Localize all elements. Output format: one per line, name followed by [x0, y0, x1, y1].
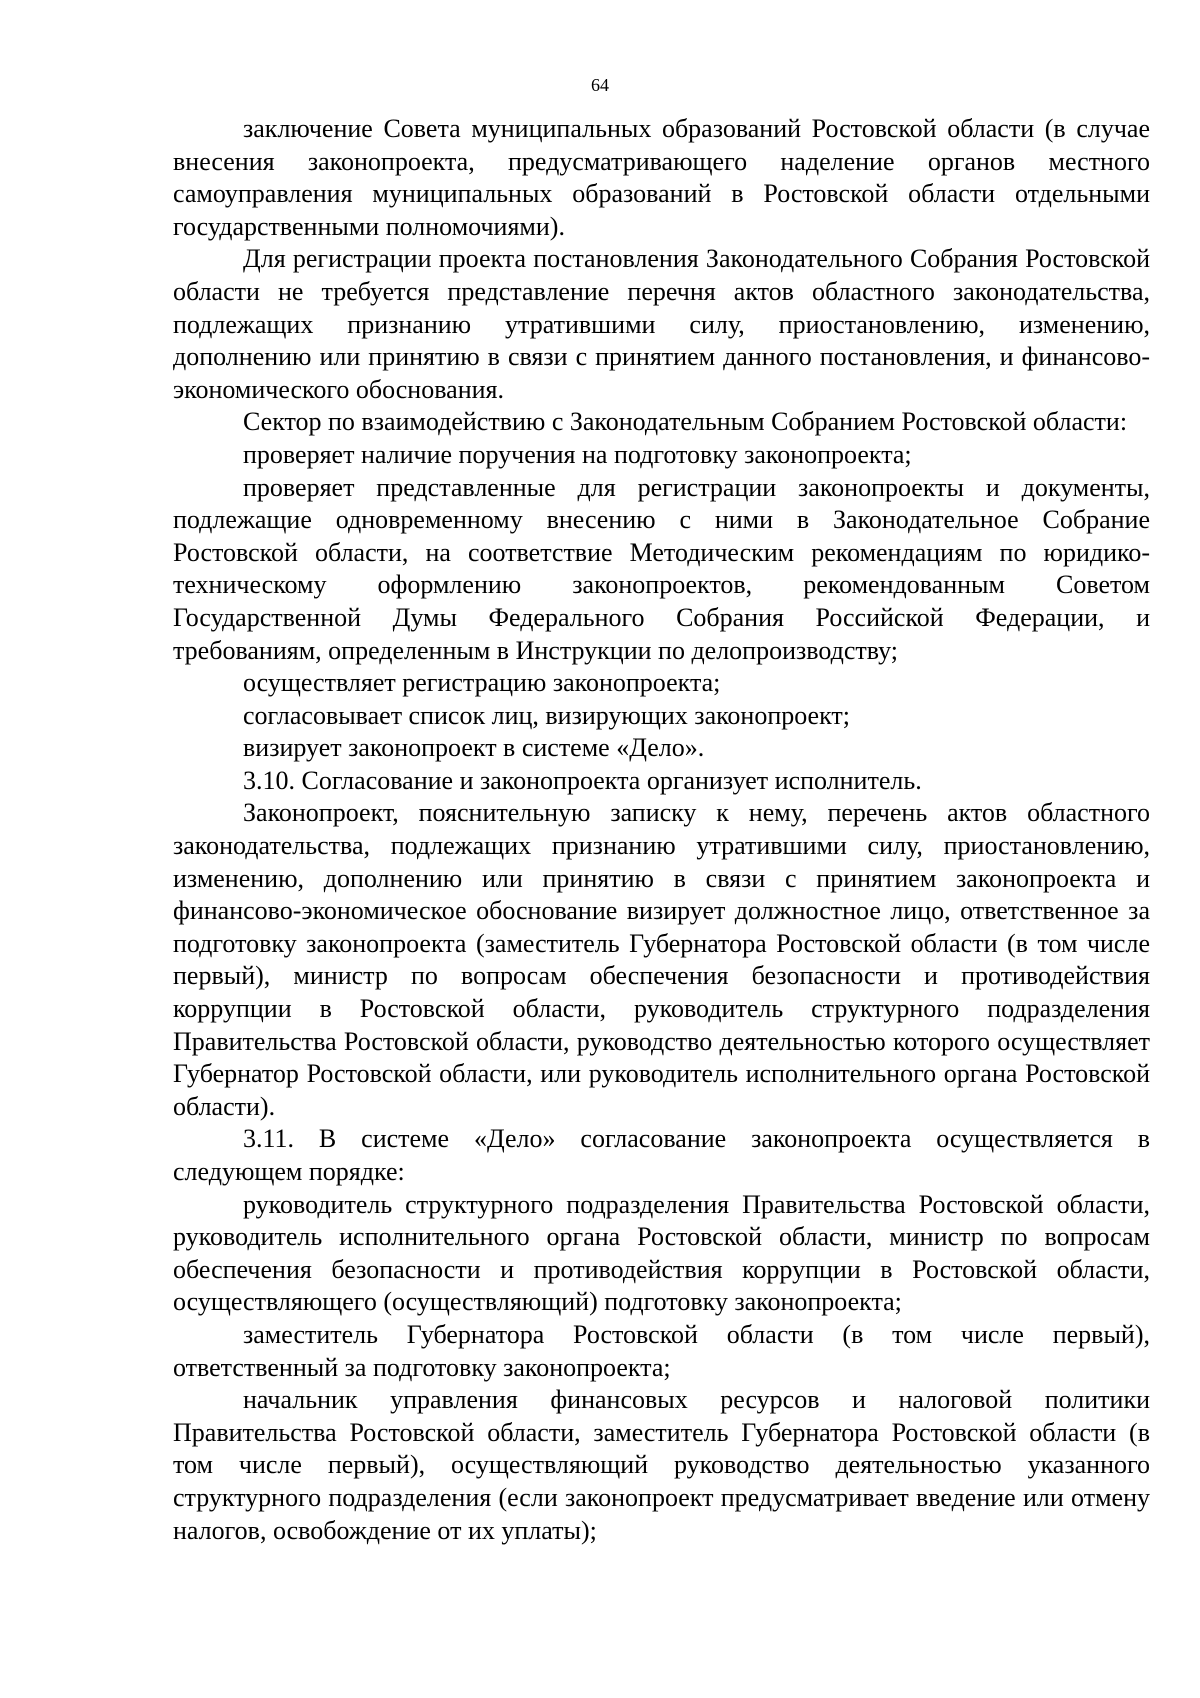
paragraph-check-documents: проверяет представленные для регистрации законопроекты и документы, подлежащие одновременному внесению с ними в Законодательное Собрание Ростовской области, на соответствие Методическим рекомендациям по юридико-техническому оформлению законопроектов, рекомендованным Советом Государственной Думы Федерального Собрания Российской Федерации, и требованиям, определенным в Инструкции по делопроизводству; — [173, 472, 1150, 665]
paragraph-section-3-10: 3.10. Согласование и законопроекта организует исполнитель. — [243, 765, 922, 795]
paragraph-registration: осуществляет регистрацию законопроекта; — [243, 668, 721, 698]
paragraph-registration-resolution: Для регистрации проекта постановления Законодательного Собрания Ростовской области не требуется представление перечня актов областного законодательства, подлежащих признанию утратившими силу, приостановлению, изменению, дополнению или принятию в связи с принятием данного постановления, и финансово-экономического обоснования. — [173, 244, 1150, 404]
paragraph-visa-delo: визирует законопроект в системе «Дело». — [243, 733, 705, 763]
document-body — [173, 113, 1150, 1547]
paragraph-deputy-governor: заместитель Губернатора Ростовской области (в том числе первый), ответственный за подготовку законопроекта; — [173, 1319, 1150, 1382]
paragraph-head-structural-unit: руководитель структурного подразделения Правительства Ростовской области, руководитель исполнительного органа Ростовской области, министр по вопросам обеспечения безопасности и противодействия коррупции в Ростовской области, осуществляющего (осуществляющий) подготовку законопроекта; — [173, 1189, 1150, 1317]
paragraph-check-instruction: проверяет наличие поручения на подготовку законопроекта; — [243, 439, 912, 469]
paragraph-finance-head: начальник управления финансовых ресурсов и налоговой политики Правительства Ростовской области, заместитель Губернатора Ростовской области (в том числе первый), осуществляющий руководство деятельностью указанного структурного подразделения (если законопроект предусматривает введение или отмену налогов, освобождение от их уплаты); — [173, 1385, 1150, 1545]
paragraph-approve-list: согласовывает список лиц, визирующих законопроект; — [243, 700, 850, 730]
paragraph-bill-visa: Законопроект, пояснительную записку к нему, перечень актов областного законодательства, подлежащих признанию утратившими силу, приостановлению, изменению, дополнению или принятию в связи с принятием законопроекта и финансово-экономическое обоснование визирует должностное лицо, ответственное за подготовку законопроекта (заместитель Губернатора Ростовской области (в том числе первый), министр по вопросам обеспечения безопасности и противодействия коррупции в Ростовской области, руководитель структурного подразделения Правительства Ростовской области, руководство деятельностью которого осуществляет Губернатор Ростовской области, или руководитель исполнительного органа Ростовской области). — [173, 798, 1150, 1121]
paragraph-council-conclusion: заключение Совета муниципальных образований Ростовской области (в случае внесения законопроекта, предусматривающего наделение органов местного самоуправления муниципальных образований в Ростовской области отдельными государственными полномочиями). — [173, 114, 1150, 241]
page-number: 64 — [591, 75, 609, 95]
paragraph-sector-intro: Сектор по взаимодействию с Законодательным Собранием Ростовской области: — [243, 407, 1128, 437]
paragraph-section-3-11: 3.11. В системе «Дело» согласование законопроекта осуществляется в следующем порядке: — [173, 1124, 1150, 1186]
